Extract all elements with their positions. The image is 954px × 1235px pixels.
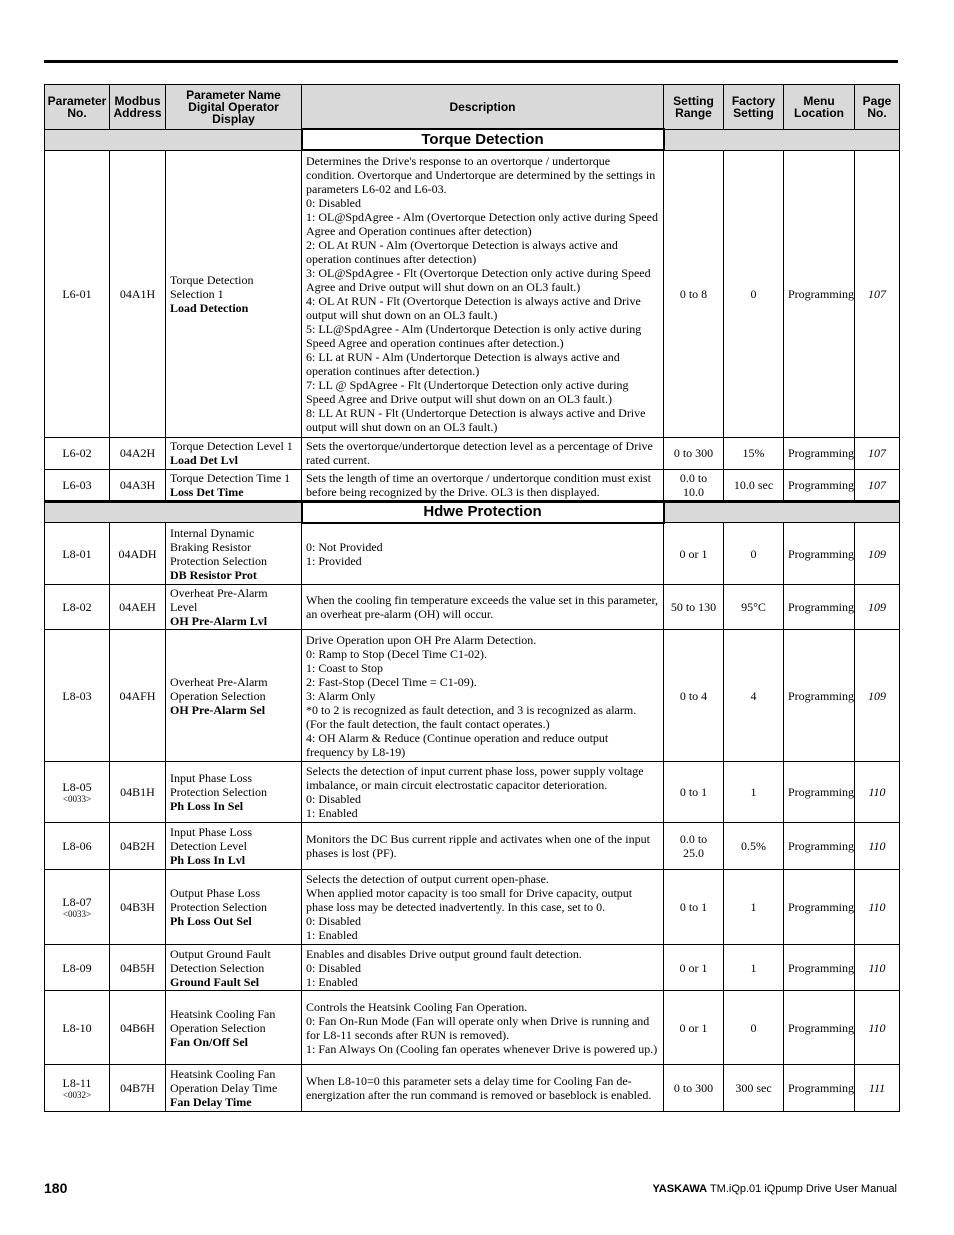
description-line: 6: LL at RUN - Alm (Undertorque Detection is always active and operation continues after detection.) [306,349,620,378]
setting-range: 0 to 300 [664,437,724,469]
operator-display: OH Pre-Alarm Lvl [170,614,268,628]
description-line: Selects the detection of input current phase loss, power supply voltage imbalance, or main circuit electrostatic capacitor deterioration. [306,764,644,792]
factory-setting: 0 [724,523,784,585]
param-no-cell [45,585,110,630]
param-no: L8-07 [62,894,92,909]
description-line: 0: Ramp to Stop (Decel Time C1-02). [306,646,487,661]
factory-setting: 4 [724,630,784,762]
manual-name: TM.iQp.01 iQpump Drive User Manual [709,1183,897,1195]
param-no-cell [45,870,110,945]
param-name-cell [166,585,302,630]
description-line: 4: OL At RUN - Flt (Overtorque Detection is always active and Drive output will shut down on an OL3 fault.) [306,293,641,322]
param-name-line: Overheat Pre-Alarm [170,674,268,689]
operator-display: Fan On/Off Sel [170,1034,249,1049]
description-cell [302,150,664,437]
brand-name: YASKAWA [652,1183,708,1195]
menu-location: Programming [784,437,855,469]
description-line: 0: Disabled [306,914,361,928]
modbus-address: 04AFH [110,630,166,762]
description-line: *0 to 2 is recognized as fault detection, and 3 is recognized as alarm. (For the fault detection, the fault contact operates.) [306,702,637,731]
description-line: 1: Enabled [306,928,358,942]
menu-location: Programming [784,469,855,501]
param-name-cell [166,523,302,585]
param-no: L8-02 [62,600,92,614]
param-no: L6-02 [62,446,92,460]
factory-setting: 0.5% [724,823,784,870]
setting-range: 0 to 1 [664,762,724,823]
setting-range: 0.0 to 10.0 [664,469,724,501]
table-row [45,1065,900,1112]
description-line: Controls the Heatsink Cooling Fan Operation. [306,999,528,1014]
param-name-line: Level [170,600,198,614]
description-line: Monitors the DC Bus current ripple and activates when one of the input phases is lost (PF). [306,832,650,860]
table-row [45,945,900,991]
factory-setting: 1 [724,762,784,823]
factory-setting: 1 [724,870,784,945]
operator-display: DB Resistor Prot [170,567,257,582]
page-ref: 110 [855,762,900,823]
modbus-address: 04AEH [110,585,166,630]
description-line: When L8-10=0 this parameter sets a delay time for Cooling Fan de-energization after the run command is removed or baseblock is enabled. [306,1074,652,1102]
operator-display: OH Pre-Alarm Sel [170,702,266,717]
table-row [45,823,900,870]
param-no: L6-03 [62,477,92,492]
description-line: When applied motor capacity is too small for Drive capacity, output phase loss may be detected inadvertently. In this case, set to 0. [306,886,633,914]
menu-location: Programming [784,630,855,762]
description-line: 7: LL @ SpdAgree - Flt (Undertorque Detection only active during Speed Agree and Drive output will shut down on an OL3 fault.) [306,377,629,406]
param-no: L8-05 [62,779,92,794]
factory-setting: 0 [724,991,784,1065]
top-rule [44,60,898,63]
operator-display: Ph Loss In Lvl [170,853,246,867]
menu-location: Programming [784,823,855,870]
param-name-line: Detection Level [170,839,247,853]
modbus-address: 04B2H [110,823,166,870]
description-line: 8: LL At RUN - Flt (Undertorque Detection is always active and Drive output will shut down on an OL3 fault.) [306,405,646,434]
page-ref: 107 [855,437,900,469]
param-no-cell [45,523,110,585]
page-ref: 107 [855,469,900,501]
factory-setting: 0 [724,150,784,437]
col-header-page: Page No. [855,85,900,130]
modbus-address: 04B1H [110,762,166,823]
menu-location: Programming [784,585,855,630]
description-line: 1: OL@SpdAgree - Alm (Overtorque Detection only active during Speed Agree and Operation continues after detection) [306,209,658,238]
param-name-cell [166,630,302,762]
param-no: L8-10 [62,1020,92,1035]
param-name-cell [166,870,302,945]
page-ref: 110 [855,870,900,945]
description-line: 1: Fan Always On (Cooling fan operates whenever Drive is powered up.) [306,1041,658,1056]
col-header-name: Parameter Name Digital Operator Display [166,85,302,130]
param-name-line: Protection Selection [170,553,267,568]
setting-range: 50 to 130 [664,585,724,630]
setting-range: 0 to 300 [664,1065,724,1112]
description-line: Determines the Drive's response to an overtorque / undertorque condition. Overtorque and Undertorque are determined by the settings in parameters L6-02 and L6-03. [306,153,656,196]
setting-range: 0.0 to 25.0 [664,823,724,870]
param-name-cell [166,1065,302,1112]
description-line: 4: OH Alarm & Reduce (Continue operation and reduce output frequency by L8-19) [306,730,609,759]
factory-setting: 300 sec [724,1065,784,1112]
description-line: 2: OL At RUN - Alm (Overtorque Detection is always active and operation continues after detection) [306,237,618,266]
operator-display: Ground Fault Sel [170,974,260,989]
param-no-cell [45,762,110,823]
param-name-line: Torque Detection Level 1 [170,439,293,453]
menu-location: Programming [784,523,855,585]
param-name-line: Braking Resistor [170,539,251,554]
modbus-address: 04B7H [110,1065,166,1112]
param-name-line: Torque Detection Time 1 [170,470,291,485]
footer-manual-title [652,1183,897,1195]
table-row [45,469,900,501]
menu-location: Programming [784,991,855,1065]
factory-setting: 10.0 sec [724,469,784,501]
modbus-address: 04ADH [110,523,166,585]
description-line: 0: Disabled [306,960,361,975]
param-no: L8-09 [62,960,92,975]
param-no-cell [45,1065,110,1112]
description-line: When the cooling fin temperature exceeds the value set in this parameter, an overheat pre-alarm (OH) will occur. [306,593,659,621]
section-title: Hdwe Protection [302,501,664,523]
table-row [45,870,900,945]
description-cell [302,945,664,991]
param-name-line: Output Ground Fault [170,946,271,961]
col-header-description: Description [302,85,664,130]
param-name-line: Heatsink Cooling Fan [170,1067,276,1081]
table-header-row [45,85,900,130]
description-cell [302,1065,664,1112]
param-revision: <0032> [62,1089,92,1100]
setting-range: 0 to 1 [664,870,724,945]
param-name-cell [166,945,302,991]
operator-display: Load Detection [170,300,249,315]
factory-setting: 95°C [724,585,784,630]
description-line: 5: LL@SpdAgree - Alm (Undertorque Detection is only active during Speed Agree and operation continues after detection.) [306,321,642,350]
param-name-line: Detection Selection [170,960,265,975]
modbus-address: 04B5H [110,945,166,991]
page-ref: 110 [855,991,900,1065]
page-ref: 110 [855,945,900,991]
setting-range: 0 to 4 [664,630,724,762]
modbus-address: 04A2H [110,437,166,469]
menu-location: Programming [784,945,855,991]
param-no: L8-01 [62,546,92,561]
param-no: L8-06 [62,839,92,853]
table-row [45,150,900,437]
param-name-line: Operation Selection [170,1020,266,1035]
description-line: Sets the length of time an overtorque / undertorque condition must exist before being recognized by the Drive. OL3 is then displayed. [306,470,651,499]
description-line: 0: Disabled [306,195,361,210]
table-row [45,585,900,630]
param-name-line: Operation Delay Time [170,1081,278,1095]
table-row [45,437,900,469]
param-no-cell [45,945,110,991]
section-row-hdwe [45,501,900,523]
menu-location: Programming [784,870,855,945]
col-header-modbus: Modbus Address [110,85,166,130]
description-cell [302,469,664,501]
factory-setting: 1 [724,945,784,991]
description-cell [302,991,664,1065]
setting-range: 0 or 1 [664,945,724,991]
param-no: L6-01 [62,286,92,301]
param-name-line: Protection Selection [170,785,267,799]
modbus-address: 04B6H [110,991,166,1065]
modbus-address: 04B3H [110,870,166,945]
description-line: 2: Fast-Stop (Decel Time = C1-09). [306,674,477,689]
factory-setting: 15% [724,437,784,469]
param-no: L8-03 [62,688,92,703]
parameter-table [44,84,900,1112]
param-name-cell [166,991,302,1065]
description-line: Drive Operation upon OH Pre Alarm Detection. [306,632,537,647]
description-line: 3: Alarm Only [306,688,376,703]
param-no-cell [45,630,110,762]
param-name-line: Internal Dynamic [170,525,255,540]
param-name-cell [166,150,302,437]
param-name-line: Input Phase Loss [170,825,252,839]
description-line: Enables and disables Drive output ground fault detection. [306,946,582,961]
description-line: 1: Coast to Stop [306,660,384,675]
page-ref: 109 [855,585,900,630]
page-ref: 109 [855,630,900,762]
param-no: L8-11 [62,1075,92,1090]
param-name-line: Selection 1 [170,286,224,301]
setting-range: 0 or 1 [664,523,724,585]
menu-location: Programming [784,762,855,823]
modbus-address: 04A1H [110,150,166,437]
description-cell [302,523,664,585]
param-name-line: Overheat Pre-Alarm [170,586,268,600]
page-ref: 111 [855,1065,900,1112]
param-name-line: Heatsink Cooling Fan [170,1006,276,1021]
page-ref: 109 [855,523,900,585]
param-name-cell [166,823,302,870]
operator-display: Ph Loss Out Sel [170,914,252,928]
param-no-cell [45,150,110,437]
param-name-cell [166,469,302,501]
description-line: 0: Disabled [306,792,361,806]
description-cell [302,630,664,762]
param-name-line: Output Phase Loss [170,886,260,900]
param-name-line: Protection Selection [170,900,267,914]
param-no-cell [45,823,110,870]
description-line: 0: Not Provided [306,539,383,554]
modbus-address: 04A3H [110,469,166,501]
description-cell [302,762,664,823]
description-cell [302,437,664,469]
menu-location: Programming [784,150,855,437]
param-name-cell [166,437,302,469]
param-name-cell [166,762,302,823]
table-row [45,991,900,1065]
param-no-cell [45,437,110,469]
param-name-line: Operation Selection [170,688,266,703]
description-cell [302,823,664,870]
description-line: 0: Fan On-Run Mode (Fan will operate only when Drive is running and for L8-11 seconds after RUN is removed). [306,1013,650,1042]
col-header-param-no: Parameter No. [45,85,110,130]
operator-display: Fan Delay Time [170,1095,252,1109]
page-number: 180 [44,1180,68,1196]
menu-location: Programming [784,1065,855,1112]
description-line: 1: Enabled [306,806,358,820]
description-line: 3: OL@SpdAgree - Flt (Overtorque Detection only active during Speed Agree and Drive output will shut down on an OL3 fault.) [306,265,651,294]
param-no-cell [45,469,110,501]
col-header-factory: Factory Setting [724,85,784,130]
param-name-line: Torque Detection [170,272,254,287]
description-line: Sets the overtorque/undertorque detection level as a percentage of Drive rated current. [306,439,653,467]
setting-range: 0 or 1 [664,991,724,1065]
operator-display: Loss Det Time [170,484,244,499]
param-no-cell [45,991,110,1065]
description-line: 1: Enabled [306,974,358,989]
table-row [45,762,900,823]
operator-display: Load Det Lvl [170,453,239,467]
col-header-range: Setting Range [664,85,724,130]
param-name-line: Input Phase Loss [170,771,252,785]
table-row [45,630,900,762]
setting-range: 0 to 8 [664,150,724,437]
section-row-torque [45,129,900,150]
param-revision: <0033> [62,908,92,919]
operator-display: Ph Loss In Sel [170,799,244,813]
param-revision: <0033> [62,793,92,804]
page-ref: 107 [855,150,900,437]
description-cell [302,585,664,630]
section-title: Torque Detection [302,129,664,150]
col-header-menu: Menu Location [784,85,855,130]
page-ref: 110 [855,823,900,870]
description-cell [302,870,664,945]
description-line: 1: Provided [306,553,362,568]
description-line: Selects the detection of output current open-phase. [306,872,549,886]
table-row [45,523,900,585]
